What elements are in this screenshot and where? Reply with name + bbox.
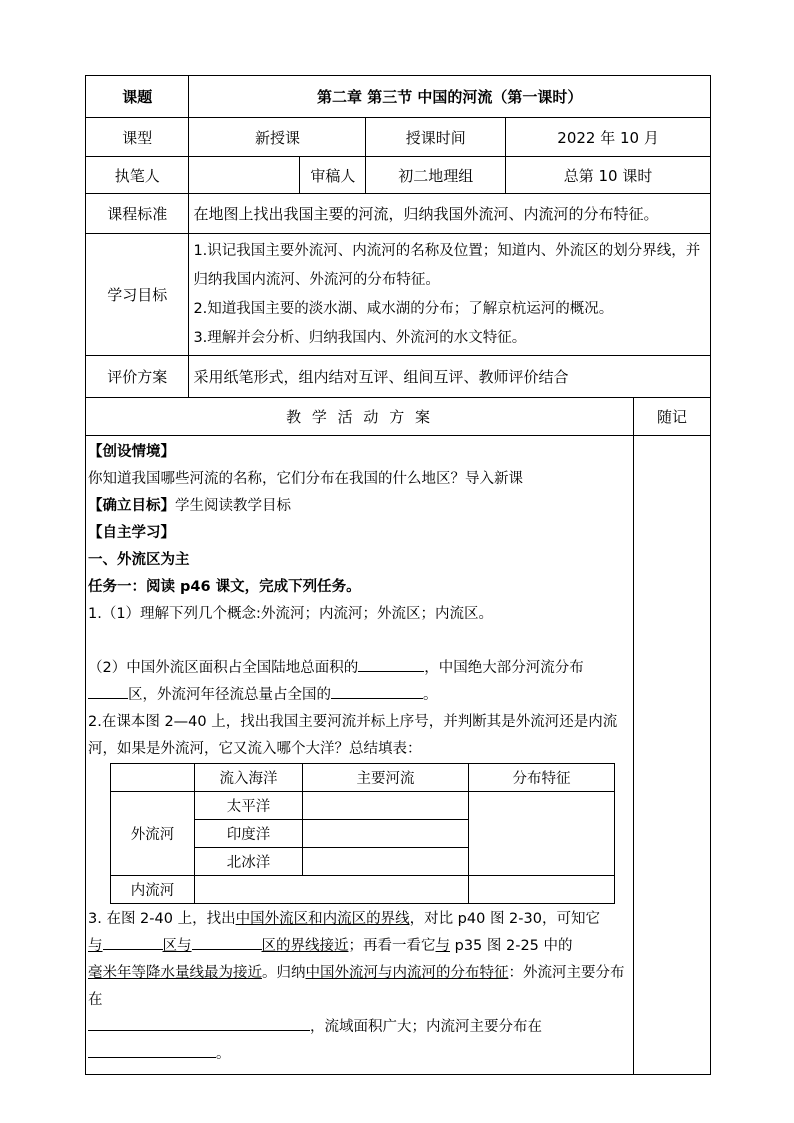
standard-label: 课程标准 [86,194,189,234]
answer-blank[interactable] [88,682,128,699]
lesson-count: 总第 10 课时 [506,157,711,194]
ocean-cell: 北冰洋 [195,848,303,876]
inflow-label: 内流河 [111,876,195,904]
notes-header: 随记 [634,398,711,436]
river-table-header [111,764,195,792]
scenario-text: 你知道我国哪些河流的名称，它们分布在我国的什么地区？导入新课 [88,471,523,487]
topic-label: 课题 [86,76,189,118]
question-1-2-cont: 区，外流河年径流总量占全国的 。 [88,682,631,709]
question-3-cont: ，流域面积广大；内流河主要分布在 [88,1014,631,1041]
notes-cell[interactable] [634,436,711,1075]
goal-set-text: 学生阅读教学目标 [175,498,291,514]
ocean-cell: 太平洋 [195,792,303,820]
eval-label: 评价方案 [86,356,189,398]
answer-blank[interactable] [88,1041,216,1058]
activity-content [86,436,634,1075]
writer-value [189,157,300,194]
question-3: 3. 在图 2-40 上，找出中国外流区和内流区的界线，对比 p40 图 2-30，可知它 [88,911,600,927]
river-input-cell[interactable] [303,848,469,876]
river-table-header: 主要河流 [303,764,469,792]
task-heading: 任务一：阅读 p46 课文，完成下列任务。 [88,579,361,595]
reviewer-value: 初二地理组 [366,157,506,194]
standard-value: 在地图上找出我国主要的河流，归纳我国外流河、内流河的分布特征。 [189,194,711,234]
question-3-cont: 。 [88,1041,631,1068]
goal-item: 2.知道我国主要的淡水湖、咸水湖的分布；了解京杭运河的概况。 [193,300,614,317]
answer-blank[interactable] [88,1014,310,1031]
section-title-goal: 【确立目标】 [88,498,175,514]
river-table [110,763,615,904]
answer-blank[interactable] [358,655,424,672]
section-title-self-study: 【自主学习】 [88,525,175,541]
activity-header: 教 学 活 动 方 案 [86,398,634,436]
eval-value: 采用纸笔形式，组内结对互评、组间互评、教师评价结合 [189,356,711,398]
river-input-cell[interactable] [195,876,469,904]
river-table-header: 流入海洋 [195,764,303,792]
goal-item: 1.识记我国主要外流河、内流河的名称及位置；知道内、外流区的划分界线，并归纳我国内流河、外流河的分布特征。 [193,242,701,288]
part-heading: 一、外流区为主 [88,552,190,568]
river-input-cell[interactable] [303,820,469,848]
type-label: 课型 [86,118,189,157]
goal-set-line [88,493,631,520]
section-title-scenario: 【创设情境】 [88,444,175,460]
question-1-2: （2）中国外流区面积占全国陆地总面积的 ，中国绝大部分河流分布 [88,655,631,682]
answer-blank[interactable] [331,682,423,699]
lesson-plan-table [85,75,711,1075]
distribution-input-cell[interactable] [469,792,615,876]
topic-value: 第二章 第三节 中国的河流（第一课时） [189,76,711,118]
question-3-cont: 与 区与 区的界线接近；再看一看它与 p35 图 2-25 中的 [88,933,631,960]
goal-item: 3.理解并会分析、归纳我国内、外流河的水文特征。 [193,329,527,346]
answer-blank[interactable] [192,933,262,950]
question-2: 2.在课本图 2—40 上，找出我国主要河流并标上序号，并判断其是外流河还是内流河，如果是外流河，它又流入哪个大洋？总结填表： [88,714,618,757]
time-value: 2022 年 10 月 [506,118,711,157]
river-table-header: 分布特征 [469,764,615,792]
question-1-1: 1.（1）理解下列几个概念:外流河；内流河；外流区；内流区。 [88,606,493,622]
type-value: 新授课 [189,118,366,157]
question-3-cont: 毫米年等降水量线最为接近。归纳中国外流河与内流河的分布特征：外流河主要分布在 [88,965,625,1008]
lesson-plan-page [85,75,711,1075]
writer-label: 执笔人 [86,157,189,194]
reviewer-label: 审稿人 [300,157,366,194]
time-label: 授课时间 [366,118,506,157]
goals-label: 学习目标 [86,234,189,356]
spacer [88,628,631,655]
goals-cell [189,234,711,356]
ocean-cell: 印度洋 [195,820,303,848]
outflow-label: 外流河 [111,792,195,876]
answer-blank[interactable] [103,933,163,950]
distribution-input-cell[interactable] [469,876,615,904]
river-input-cell[interactable] [303,792,469,820]
